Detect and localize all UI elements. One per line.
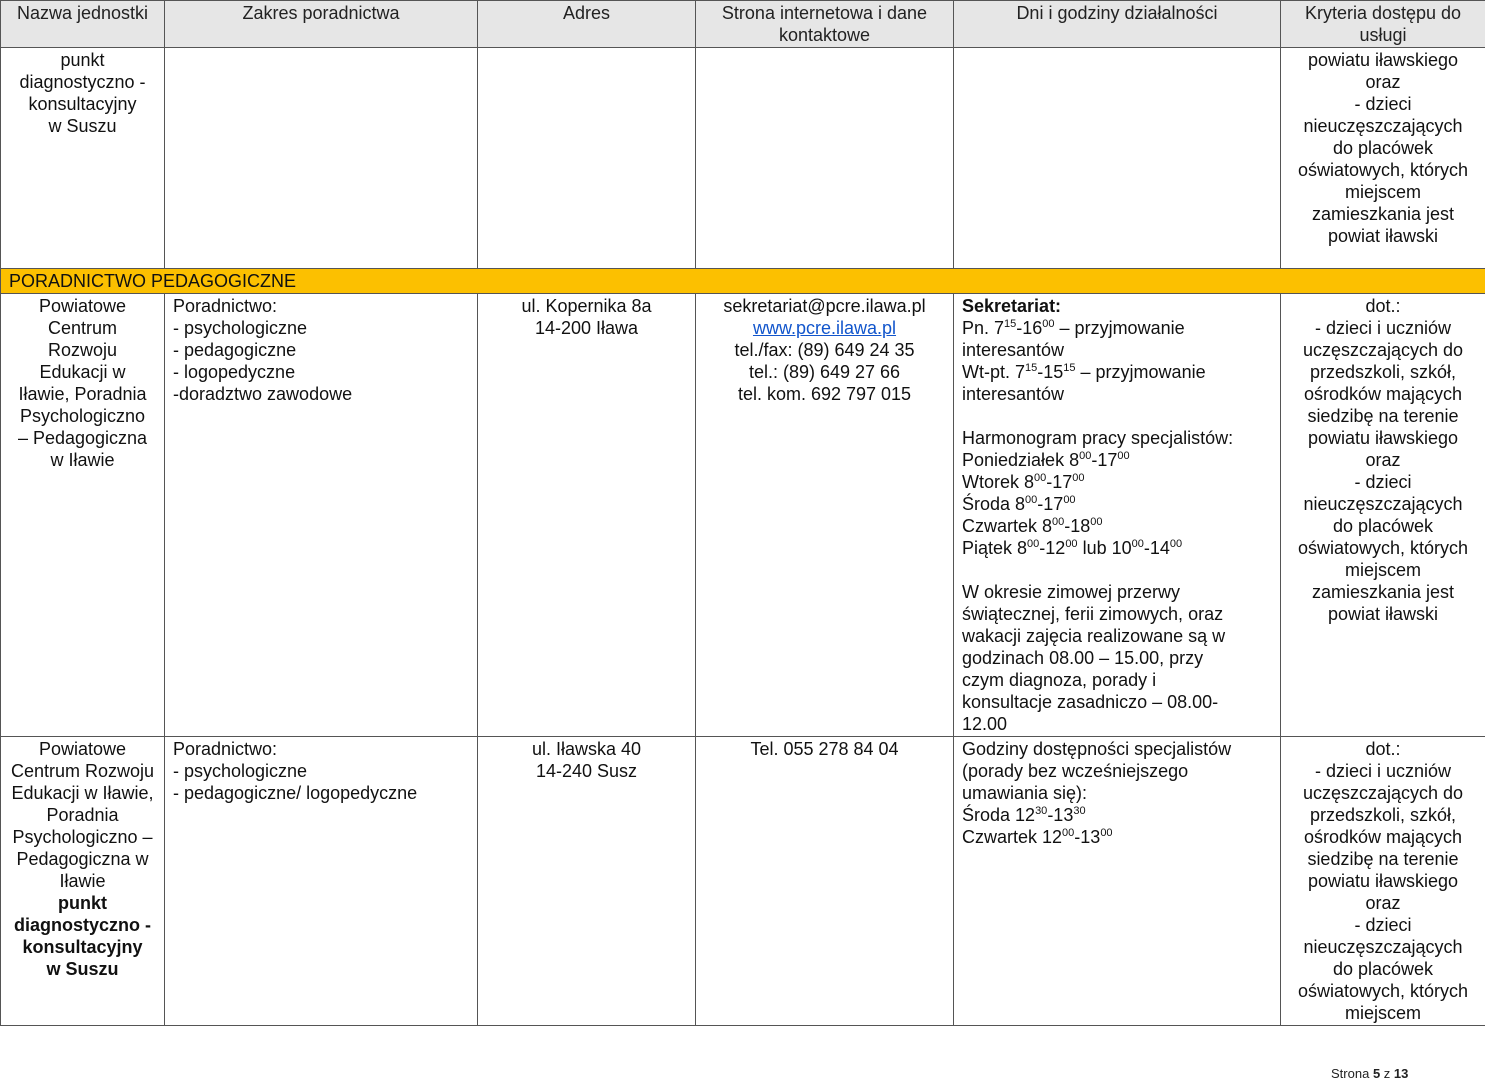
criteria-line: przedszkoli, szkół, xyxy=(1289,361,1477,383)
table-row xyxy=(1,48,1485,269)
contact-cell xyxy=(696,294,954,737)
unit-name-line: Powiatowe xyxy=(9,295,156,317)
unit-name-cell xyxy=(1,737,165,1026)
specialists-label: Harmonogram pracy specjalistów: xyxy=(962,427,1272,449)
criteria-line: oświatowych, których xyxy=(1289,537,1477,559)
unit-name-cell xyxy=(1,48,165,269)
hours-line: Poniedziałek $8^{00}-17^{00}$ xyxy=(962,449,1272,471)
criteria-line: przedszkoli, szkół, xyxy=(1289,804,1477,826)
hours-line: Środa $12^{30}-13^{30}$ xyxy=(962,804,1272,826)
criteria-cell xyxy=(1281,48,1485,269)
table-row xyxy=(1,737,1485,1026)
unit-name-line: Edukacji w xyxy=(9,361,156,383)
criteria-line: nieuczęszczających xyxy=(1289,493,1477,515)
criteria-line: miejscem xyxy=(1289,1002,1477,1024)
header-contact: Strona internetowa i dane kontaktowe xyxy=(696,1,954,48)
criteria-line: uczęszczających do xyxy=(1289,782,1477,804)
unit-name-line: Psychologiczno xyxy=(9,405,156,427)
criteria-line: - dzieci xyxy=(1289,93,1477,115)
hours-line: Pn. $7^{15}-16^{00}$ – przyjmowanie xyxy=(962,317,1272,339)
criteria-line: dot.: xyxy=(1289,738,1477,760)
hours-line: Wtorek $8^{00}-17^{00}$ xyxy=(962,471,1272,493)
hours-line: interesantów xyxy=(962,339,1272,361)
scope-line: - pedagogiczne xyxy=(173,339,469,361)
criteria-cell xyxy=(1281,737,1485,1026)
header-scope: Zakres poradnictwa xyxy=(165,1,478,48)
address-line: 14-240 Susz xyxy=(486,760,687,782)
unit-name-line: Psychologiczno – xyxy=(9,826,156,848)
hours-line: Godziny dostępności specjalistów xyxy=(962,738,1272,760)
header-hours: Dni i godziny działalności xyxy=(954,1,1281,48)
address-cell xyxy=(478,294,696,737)
scope-line: -doradztwo zawodowe xyxy=(173,383,469,405)
criteria-line: powiat iławski xyxy=(1289,603,1477,625)
table-row xyxy=(1,294,1485,737)
unit-name-line: punkt xyxy=(9,49,156,71)
criteria-line: siedzibę na terenie xyxy=(1289,405,1477,427)
unit-name-line: Iławie, Poradnia xyxy=(9,383,156,405)
scope-line: Poradnictwo: xyxy=(173,295,469,317)
email-link[interactable]: sekretariat@pcre.ilawa.pl xyxy=(704,295,945,317)
note-line: konsultacje zasadniczo – 08.00- xyxy=(962,691,1272,713)
secretariat-label: Sekretariat: xyxy=(962,295,1272,317)
criteria-line: zamieszkania jest xyxy=(1289,581,1477,603)
scope-line: Poradnictwo: xyxy=(173,738,469,760)
unit-name-cell xyxy=(1,294,165,737)
criteria-line: powiat iławski xyxy=(1289,225,1477,247)
page-footer xyxy=(1331,1066,1408,1081)
criteria-line: oraz xyxy=(1289,892,1477,914)
hours-cell xyxy=(954,294,1281,737)
criteria-line: nieuczęszczających xyxy=(1289,936,1477,958)
unit-name-line: Edukacji w Iławie, xyxy=(9,782,156,804)
criteria-line: uczęszczających do xyxy=(1289,339,1477,361)
criteria-line: powiatu iławskiego xyxy=(1289,427,1477,449)
criteria-line: oraz xyxy=(1289,71,1477,93)
scope-cell xyxy=(165,737,478,1026)
header-address: Adres xyxy=(478,1,696,48)
hours-line: Czwartek $12^{00}-13^{00}$ xyxy=(962,826,1272,848)
address-line: 14-200 Iława xyxy=(486,317,687,339)
criteria-line: miejscem xyxy=(1289,559,1477,581)
criteria-line: oświatowych, których xyxy=(1289,159,1477,181)
note-line: świątecznej, ferii zimowych, oraz xyxy=(962,603,1272,625)
unit-name-line: w Iławie xyxy=(9,449,156,471)
unit-name-line: w Suszu xyxy=(9,115,156,137)
header-criteria: Kryteria dostępu do usługi xyxy=(1281,1,1485,48)
criteria-cell xyxy=(1281,294,1485,737)
scope-line: - logopedyczne xyxy=(173,361,469,383)
hours-cell xyxy=(954,48,1281,269)
criteria-line: oświatowych, których xyxy=(1289,980,1477,1002)
criteria-line: - dzieci xyxy=(1289,914,1477,936)
section-title: PORADNICTWO PEDAGOGICZNE xyxy=(1,269,1485,294)
footer-page-number: 5 xyxy=(1373,1066,1380,1081)
criteria-line: ośrodków mających xyxy=(1289,826,1477,848)
note-line: wakacji zajęcia realizowane są w xyxy=(962,625,1272,647)
footer-label: Strona xyxy=(1331,1066,1369,1081)
phone-line: Tel. 055 278 84 04 xyxy=(704,738,945,760)
scope-line: - psychologiczne xyxy=(173,317,469,339)
unit-name-line: – Pedagogiczna xyxy=(9,427,156,449)
criteria-line: oraz xyxy=(1289,449,1477,471)
unit-name-line: diagnostyczno - xyxy=(9,71,156,93)
criteria-line: - dzieci i uczniów xyxy=(1289,760,1477,782)
footer-separator: z xyxy=(1384,1066,1391,1081)
criteria-line: do placówek xyxy=(1289,515,1477,537)
criteria-line: miejscem xyxy=(1289,181,1477,203)
scope-line: - psychologiczne xyxy=(173,760,469,782)
criteria-line: do placówek xyxy=(1289,137,1477,159)
unit-name-line: Powiatowe xyxy=(9,738,156,760)
hours-cell xyxy=(954,737,1281,1026)
hours-line: Wt-pt. $7^{15}-15^{15}$ – przyjmowanie xyxy=(962,361,1272,383)
scope-cell xyxy=(165,48,478,269)
section-row xyxy=(1,269,1485,294)
criteria-line: nieuczęszczających xyxy=(1289,115,1477,137)
unit-name-line: Rozwoju xyxy=(9,339,156,361)
unit-name-line: konsultacyjny xyxy=(9,93,156,115)
header-unit-name: Nazwa jednostki xyxy=(1,1,165,48)
criteria-line: siedzibę na terenie xyxy=(1289,848,1477,870)
unit-name-line: diagnostyczno - xyxy=(9,914,156,936)
hours-line: Czwartek $8^{00}-18^{00}$ xyxy=(962,515,1272,537)
unit-name-line: Centrum xyxy=(9,317,156,339)
criteria-line: - dzieci xyxy=(1289,471,1477,493)
note-line: czym diagnoza, porady i xyxy=(962,669,1272,691)
unit-name-line: konsultacyjny xyxy=(9,936,156,958)
unit-name-line: Centrum Rozwoju xyxy=(9,760,156,782)
website-link[interactable]: www.pcre.ilawa.pl xyxy=(704,317,945,339)
contact-cell xyxy=(696,737,954,1026)
unit-name-line: punkt xyxy=(9,892,156,914)
note-line: W okresie zimowej przerwy xyxy=(962,581,1272,603)
unit-name-line: Poradnia xyxy=(9,804,156,826)
criteria-line: ośrodków mających xyxy=(1289,383,1477,405)
address-cell xyxy=(478,737,696,1026)
unit-name-line: Iławie xyxy=(9,870,156,892)
contact-cell xyxy=(696,48,954,269)
note-line: godzinach 08.00 – 15.00, przy xyxy=(962,647,1272,669)
hours-line: Środa $8^{00}-17^{00}$ xyxy=(962,493,1272,515)
scope-cell xyxy=(165,294,478,737)
unit-name-line: Pedagogiczna w xyxy=(9,848,156,870)
hours-line: Piątek $8^{00}-12^{00}$ lub $10^{00}-14^{00}$ xyxy=(962,537,1272,559)
criteria-line: powiatu iławskiego xyxy=(1289,870,1477,892)
table-header-row xyxy=(1,1,1485,48)
phone-line: tel.: (89) 649 27 66 xyxy=(704,361,945,383)
unit-name-line: w Suszu xyxy=(9,958,156,980)
criteria-line: - dzieci i uczniów xyxy=(1289,317,1477,339)
criteria-line: do placówek xyxy=(1289,958,1477,980)
address-line: ul. Kopernika 8a xyxy=(486,295,687,317)
phone-line: tel. kom. 692 797 015 xyxy=(704,383,945,405)
criteria-line: powiatu iławskiego xyxy=(1289,49,1477,71)
address-cell xyxy=(478,48,696,269)
note-line: 12.00 xyxy=(962,713,1272,735)
criteria-line: dot.: xyxy=(1289,295,1477,317)
hours-line: umawiania się): xyxy=(962,782,1272,804)
address-line: ul. Iławska 40 xyxy=(486,738,687,760)
hours-line: interesantów xyxy=(962,383,1272,405)
hours-line: (porady bez wcześniejszego xyxy=(962,760,1272,782)
footer-total-pages: 13 xyxy=(1394,1066,1408,1081)
phone-line: tel./fax: (89) 649 24 35 xyxy=(704,339,945,361)
scope-line: - pedagogiczne/ logopedyczne xyxy=(173,782,469,804)
criteria-line: zamieszkania jest xyxy=(1289,203,1477,225)
